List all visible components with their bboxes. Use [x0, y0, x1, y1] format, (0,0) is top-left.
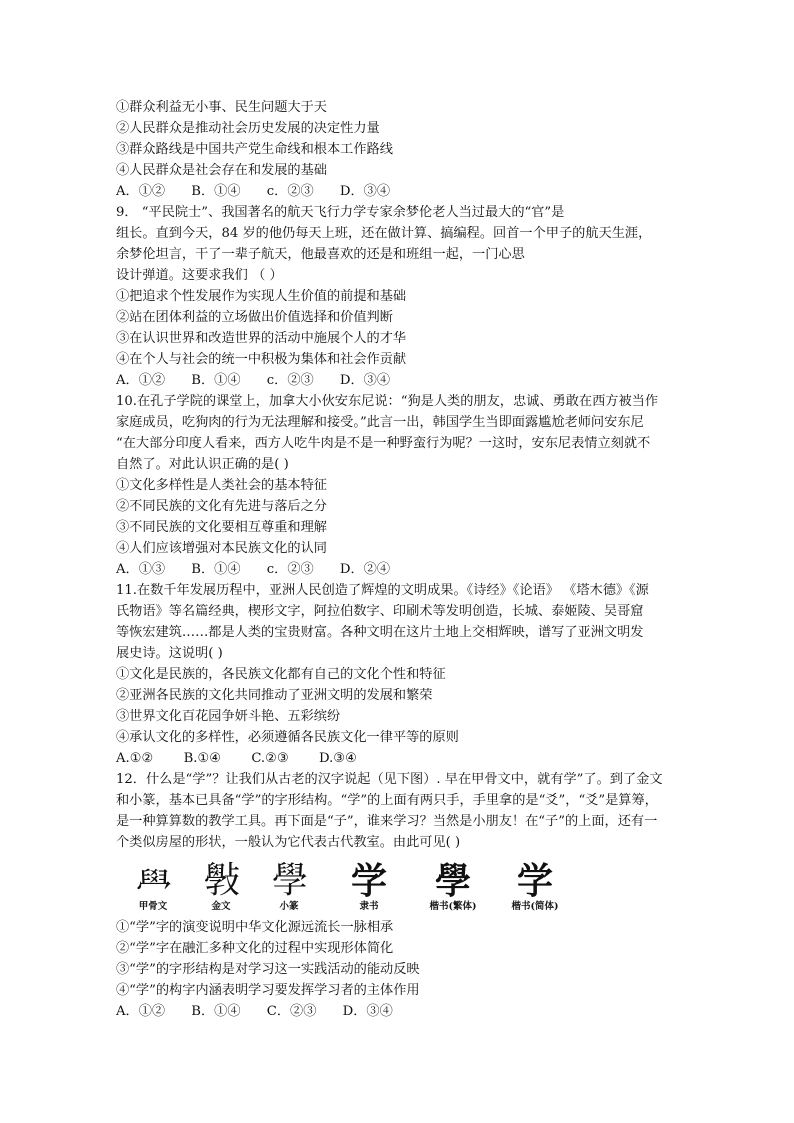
- option-a: A．①③: [116, 562, 166, 577]
- option-c: C.②③: [251, 751, 289, 766]
- question-8-items: [116, 97, 684, 202]
- choice-item: ②“学”字在融汇多种文化的过程中实现形体简化: [116, 941, 394, 956]
- option-c: c．②③: [266, 184, 314, 199]
- choice-item: ①文化多样性是人类社会的基本特征: [116, 478, 327, 493]
- option-a: A．①②: [116, 184, 166, 199]
- choice-item: ③在认识世界和改造世界的活动中施展个人的才华: [116, 331, 407, 346]
- question-stem-line: 展史诗。这说明( ): [116, 646, 223, 661]
- choice-item: ②亚洲各民族的文化共同推动了亚洲文明的发展和繁荣: [116, 688, 433, 703]
- choice-item: ④承认文化的多样性，必须遵循各民族文化一律平等的原则: [116, 730, 459, 745]
- option-a: A.①②: [116, 751, 154, 766]
- glyph-caption: 小篆: [279, 901, 299, 912]
- choice-item: ②不同民族的文化有先进与落后之分: [116, 499, 327, 514]
- glyph-image: 𦥯: [135, 860, 170, 901]
- choice-item: ④在个人与社会的统一中积极为集体和社会作贡献: [116, 352, 407, 367]
- option-d: D．②④: [339, 562, 391, 577]
- choice-item: ②人民群众是推动社会历史发展的决定性力量: [116, 121, 380, 136]
- question-10: [116, 391, 684, 580]
- choice-item: ①“学”字的演变说明中华文化源远流长一脉相承: [116, 920, 394, 935]
- glyph-image: 学: [516, 860, 553, 902]
- question-stem-line: 余梦伦坦言，干了一辈子航天，他最喜欢的还是和班组一起，一门心思: [116, 247, 525, 262]
- choice-item: ②站在团体利益的立场做出价值选择和价值判断: [116, 310, 393, 325]
- question-stem-line: 和小篆，基本已具备“学”的字形结构。“学”的上面有两只手，手里拿的是“爻”，“爻”是算筹，: [116, 793, 658, 808]
- glyph-regular-simplified: [504, 861, 566, 913]
- option-d: D．③④: [339, 373, 391, 388]
- answer-options: [116, 559, 684, 580]
- option-b: B．①④: [191, 373, 241, 388]
- question-stem-line: 组长。直到今天，84 岁的他仍每天上班，还在做计算、搞编程。回首一个甲子的航天生涯，: [116, 226, 652, 241]
- question-stem-line: 12．什么是“学”？让我们从古老的汉字说起（见下图）. 早在甲骨文中，就有学”了。到了金文: [116, 772, 663, 787]
- question-stem-line: 等恢宏建筑……都是人类的宝贵财富。各种文明在这片土地上交相辉映，谱写了亚洲文明发: [116, 625, 644, 640]
- choice-item: ①群众利益无小事、民生问题大于天: [116, 100, 327, 115]
- option-c: C．②③: [266, 1004, 317, 1019]
- answer-options: [116, 181, 684, 202]
- option-d: D.③④: [318, 751, 357, 766]
- glyph-caption: 隶书: [359, 901, 379, 912]
- question-11: [116, 580, 684, 769]
- answer-options: [116, 748, 684, 769]
- question-stem-line: 氏物语》等名篇经典，楔形文字，阿拉伯数字、印刷术等发明创造，长城、泰姬陵、吴哥窟: [116, 604, 644, 619]
- glyph-caption: 金文: [211, 901, 231, 912]
- question-stem-line: “在大部分印度人看来，西方人吃牛肉是不是一种野蛮行为呢？一这时，安东尼表情立刻就不: [116, 436, 651, 451]
- question-stem-line: 11.在数千年发展历程中，亚洲人民创造了辉煌的文明成果。《诗经》《论语》 《塔木德》《源: [116, 583, 649, 598]
- choice-item: ③世界文化百花园争妍斗艳、五彩缤纷: [116, 709, 341, 724]
- glyph-clerical: [338, 861, 400, 913]
- glyph-small-seal: [258, 861, 320, 913]
- question-stem-line: 是一种算算数的教学工具。再下面是“子”，谁来学习？当然是小朋友！在“子”的上面，还有一: [116, 814, 658, 829]
- option-c: c．②③: [266, 562, 314, 577]
- choice-item: ④人民群众是社会存在和发展的基础: [116, 163, 327, 178]
- option-a: A．①②: [116, 373, 166, 388]
- choice-item: ③群众路线是中国共产党生命线和根本工作路线: [116, 142, 393, 157]
- question-stem-line: 设计弹道。这要求我们 （ ）: [116, 268, 283, 283]
- answer-options: [116, 1001, 684, 1022]
- glyph-image: 学: [350, 860, 387, 902]
- option-c: c．②③: [266, 373, 314, 388]
- glyph-regular-traditional: [422, 861, 484, 913]
- option-b: B．①④: [191, 1004, 241, 1019]
- option-b: B.①④: [183, 751, 222, 766]
- choice-item: ①把追求个性发展作为实现人生价值的前提和基础: [116, 289, 407, 304]
- glyph-caption: 甲骨文: [138, 901, 168, 912]
- glyph-image: 學: [434, 860, 471, 902]
- question-stem-line: 10.在孔子学院的课堂上，加拿大小伙安东尼说：“狗是人类的朋友，忠诚、勇敢在西方被当作: [116, 394, 659, 409]
- glyph-oracle-bone: [122, 861, 184, 913]
- question-stem-line: 自然了。对此认识正确的是( ): [116, 457, 289, 472]
- answer-options: [116, 370, 684, 391]
- character-evolution-figure: [122, 861, 562, 917]
- choice-item: ③不同民族的文化要相互尊重和理解: [116, 520, 327, 535]
- glyph-image: 學: [271, 860, 306, 901]
- glyph-image: 斅: [203, 860, 238, 901]
- option-a: A．①②: [116, 1004, 166, 1019]
- question-9: [116, 202, 684, 391]
- choice-item: ④“学”的构字内涵表明学习要发挥学习者的主体作用: [116, 983, 420, 998]
- choice-item: ①文化是民族的，各民族文化都有自己的文化个性和特征: [116, 667, 446, 682]
- glyph-caption: 楷书(简体): [511, 901, 559, 912]
- option-d: D．③④: [339, 184, 391, 199]
- glyph-caption: 楷书(繁体): [429, 901, 477, 912]
- choice-item: ④人们应该增强对本民族文化的认同: [116, 541, 327, 556]
- question-stem-line: 个类似房屋的形状，一般认为它代表古代教室。由此可见( ): [116, 835, 461, 850]
- option-d: D．③④: [342, 1004, 393, 1019]
- exam-content: [116, 97, 684, 1022]
- option-b: B．①④: [191, 562, 241, 577]
- question-12: [116, 769, 684, 1022]
- choice-item: ③“学”的字形结构是对学习这一实践活动的能动反映: [116, 962, 420, 977]
- option-b: B．①④: [191, 184, 241, 199]
- glyph-bronze: [190, 861, 252, 913]
- question-stem-line: 9． “平民院士”、我国著名的航天飞行力学专家余梦伦老人当过最大的“官”是: [116, 205, 565, 220]
- question-stem-line: 家庭成员，吃狗肉的行为无法理解和接受。”此言一出，韩国学生当即面露尴尬老师问安东尼: [116, 415, 644, 430]
